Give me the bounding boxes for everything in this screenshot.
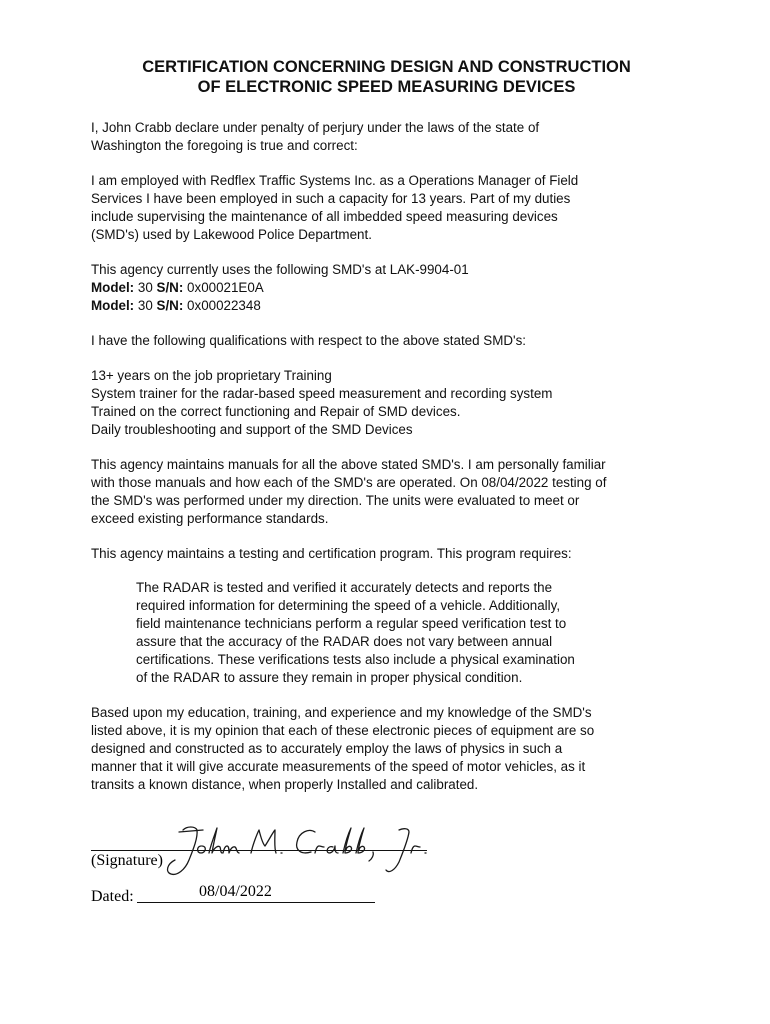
list-item: Daily troubleshooting and support of the SMD Devices bbox=[91, 422, 413, 437]
title-line-2: OF ELECTRONIC SPEED MEASURING DEVICES bbox=[197, 78, 576, 96]
signature-label: (Signature) bbox=[91, 852, 163, 869]
dated-value: 08/04/2022 bbox=[199, 883, 272, 900]
device-row: Model: 30 S/N: 0x00021E0A bbox=[91, 280, 264, 295]
document-title bbox=[91, 0, 682, 97]
list-item: System trainer for the radar-based speed measurement and recording system bbox=[91, 386, 553, 401]
qualifications-intro: I have the following qualifications with respect to the above stated SMD's: bbox=[91, 333, 527, 348]
list-item: 13+ years on the job proprietary Training bbox=[91, 368, 332, 383]
dated-label: Dated: bbox=[91, 888, 134, 905]
program-intro: This agency maintains a testing and certification program. This program requires: bbox=[91, 546, 572, 561]
agency-devices-paragraph bbox=[91, 261, 682, 315]
title-line-1: CERTIFICATION CONCERNING DESIGN AND CONSTRUCTION bbox=[142, 58, 631, 76]
opinion-paragraph: Based upon my education, training, and experience and my knowledge of the SMD's listed above, it is my opinion that each of these electronic pieces of equipment are so designed and constructed as to accurately employ the laws of physics in such a manner that it will give accurate measurements of the speed of motor vehicles, as it transits a known distance, when properly Installed and calibrated. bbox=[91, 705, 595, 792]
list-item: Trained on the correct functioning and Repair of SMD devices. bbox=[91, 404, 461, 419]
manuals-paragraph: This agency maintains manuals for all the above stated SMD's. I am personally familiar with those manuals and how each of the SMD's are operated. On 08/04/2022 testing of the SMD's was performed under my direction. The units were evaluated to meet or exceed existing performance standards. bbox=[91, 457, 607, 526]
dated-line bbox=[137, 902, 375, 903]
agency-intro: This agency currently uses the following SMD's at LAK-9904-01 bbox=[91, 262, 469, 277]
employment-paragraph: I am employed with Redflex Traffic Systems Inc. as a Operations Manager of Field Services I have been employed in such a capacity for 13 years. Part of my duties include supervising the maintenance of all imbedded speed measuring devices (SMD's) used by Lakewood Police Department. bbox=[91, 173, 579, 242]
device-row: Model: 30 S/N: 0x00022348 bbox=[91, 298, 261, 313]
program-detail-paragraph: The RADAR is tested and verified it accurately detects and reports the required information for determining the speed of a vehicle. Additionally, field maintenance technicians perform a regular speed verification test to assure that the accuracy of the RADAR does not vary between annual certifications. These verifications tests also include a physical examination of the RADAR to assure they remain in proper physical condition. bbox=[136, 580, 575, 685]
handwritten-signature bbox=[153, 820, 473, 880]
declaration-paragraph: I, John Crabb declare under penalty of perjury under the laws of the state of Washington the foregoing is true and correct: bbox=[91, 120, 540, 153]
signature-block bbox=[91, 820, 491, 910]
qualifications-list bbox=[91, 367, 682, 439]
